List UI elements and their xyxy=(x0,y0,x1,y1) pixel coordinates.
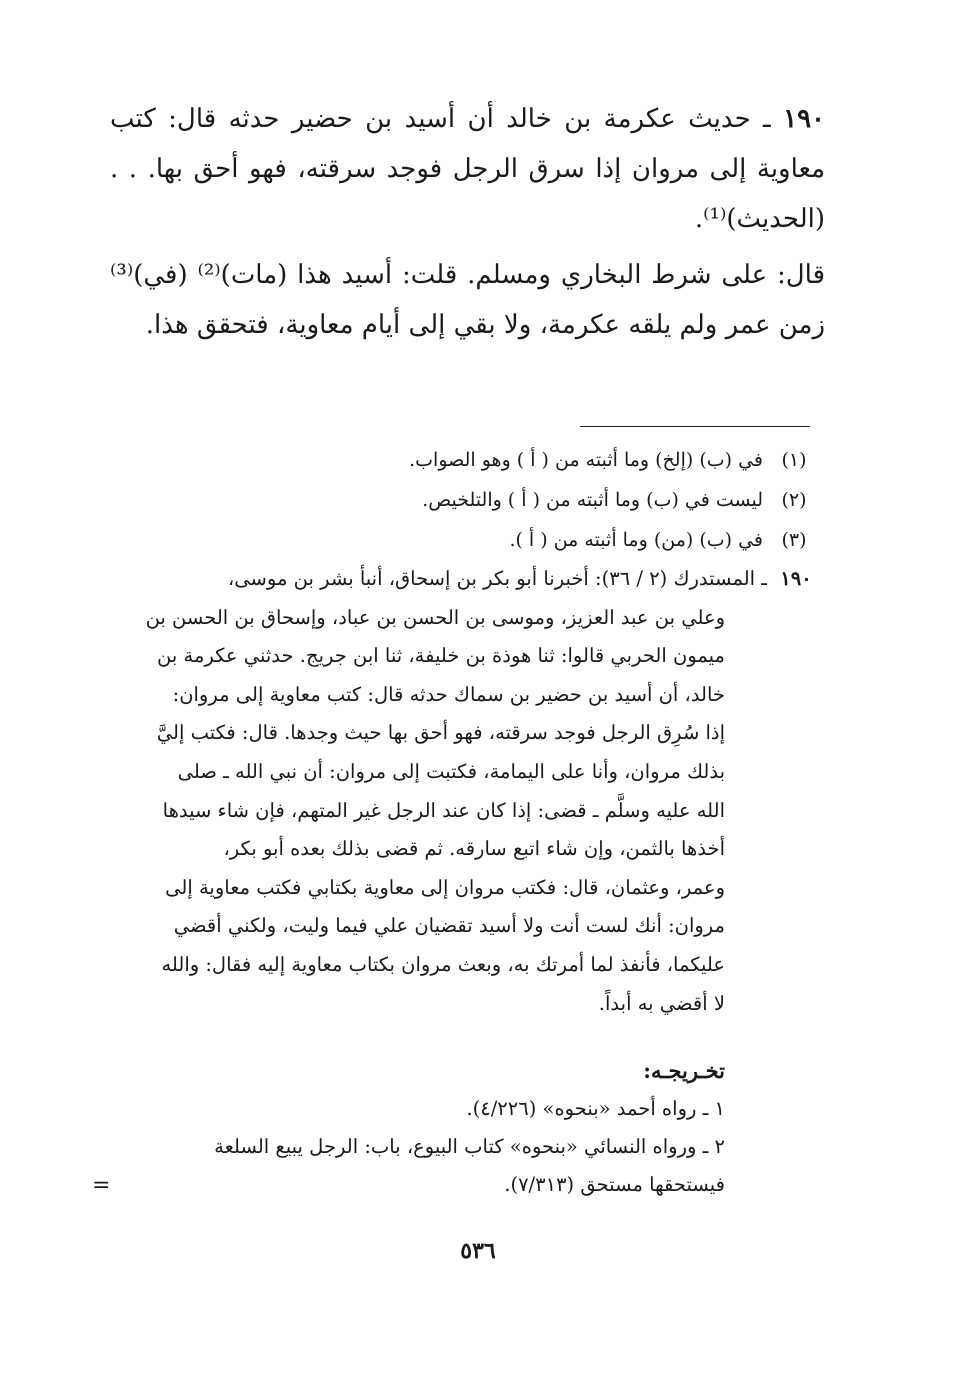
footnote-text: في (ب) (إلخ) وما أثبته من ( أ ) وهو الصواب. xyxy=(409,449,763,471)
commentary-line: ميمون الحربي قالوا: ثنا هوذة بن خليفة، ثنا ابن جريج. حدثني عكرمة بن xyxy=(157,644,725,668)
commentary-line: خالد، أن أسيد بن حضير بن سماك حدثه قال: كتب معاوية إلى مروان: xyxy=(172,682,725,706)
takhrij-section xyxy=(110,1052,725,1204)
main-paragraph-1-text: ـ حديث عكرمة بن خالد أن أسيد بن حضير حدثه قال: كتب معاوية إلى مروان إذا سرق الرجل فوجد سرقته، فهو أحق بها. . . (الحديث)⁽¹⁾. xyxy=(110,104,825,234)
page-number: ٥٣٦ xyxy=(460,1238,496,1264)
takhrij-line: ٢ ـ ورواه النسائي «بنحوه» كتاب البيوع، باب: الرجل يبيع السلعة xyxy=(214,1135,725,1158)
footnote-item xyxy=(110,480,825,520)
commentary-line: مروان: أنك لست أنت ولا أسيد تقضيان علي فيما وليت، ولكني أقضي xyxy=(173,914,725,938)
commentary-line xyxy=(110,560,825,599)
commentary-line-text: ـ المستدرك (٢ / ٣٦): أخبرنا أبو بكر بن إسحاق، أنبأ بشر بن موسى، xyxy=(228,567,767,590)
takhrij-line: فيستحقها مستحق (٧/٣١٣). xyxy=(504,1173,725,1196)
commentary-line: الله عليه وسلَّم ـ قضى: إذا كان عند الرجل غير المتهم، فإن شاء سيدها xyxy=(162,798,725,822)
commentary-line: بذلك مروان، وأنا على اليمامة، فكتبت إلى مروان: أن نبي الله ـ صلى xyxy=(177,759,725,783)
footnote-text: في (ب) (من) وما أثبته من ( أ ). xyxy=(509,529,763,551)
commentary-line: إذا سُرِق الرجل فوجد سرقته، فهو أحق بها حيث وجدها. قال: فكتب إليَّ xyxy=(156,721,725,745)
commentary-line: عليكما، فأنفذ لما أمرتك به، وبعث مروان بكتاب معاوية إليه فقال: والله xyxy=(161,952,725,976)
footnote-item xyxy=(110,520,825,560)
commentary-line: أخذها بالثمن، وإن شاء اتبع سارقه. ثم قضى بذلك بعده أبو بكر، xyxy=(223,837,725,861)
takhrij-heading: تخـريجـه: xyxy=(643,1058,725,1083)
footnote-text: ليست في (ب) وما أثبته من ( أ ) والتلخيص. xyxy=(422,489,763,511)
hadith-number: ١٩٠ xyxy=(783,104,826,134)
main-paragraph-1 xyxy=(110,94,825,244)
footnotes xyxy=(110,440,825,560)
footnote-divider xyxy=(580,426,810,427)
footnote-number: (١) xyxy=(781,449,807,471)
footnote-number: (٣) xyxy=(781,529,807,551)
footnote-item xyxy=(110,440,825,480)
main-paragraph-2: قال: على شرط البخاري ومسلم. قلت: أسيد هذا (مات)⁽²⁾ (في)⁽³⁾ زمن عمر ولم يلقه عكرمة، ولا بقي إلى أيام معاوية، فتحقق هذا. xyxy=(110,260,825,340)
main-text xyxy=(110,94,825,356)
commentary xyxy=(110,560,825,1023)
footnote-number: (٢) xyxy=(781,489,807,511)
takhrij-line: ١ ـ رواه أحمد «بنحوه» (٤/٢٢٦). xyxy=(466,1097,725,1120)
commentary-line: وعمر، وعثمان، قال: فكتب مروان إلى معاوية بكتابي فكتب معاوية إلى xyxy=(165,875,725,899)
commentary-line: لا أقضي به أبداً. xyxy=(598,991,725,1015)
commentary-number: ١٩٠ xyxy=(780,567,812,590)
continuation-mark: = xyxy=(92,1173,111,1198)
commentary-line: وعلي بن عبد العزيز، وموسى بن الحسن بن عباد، وإسحاق بن الحسن بن xyxy=(145,605,725,629)
